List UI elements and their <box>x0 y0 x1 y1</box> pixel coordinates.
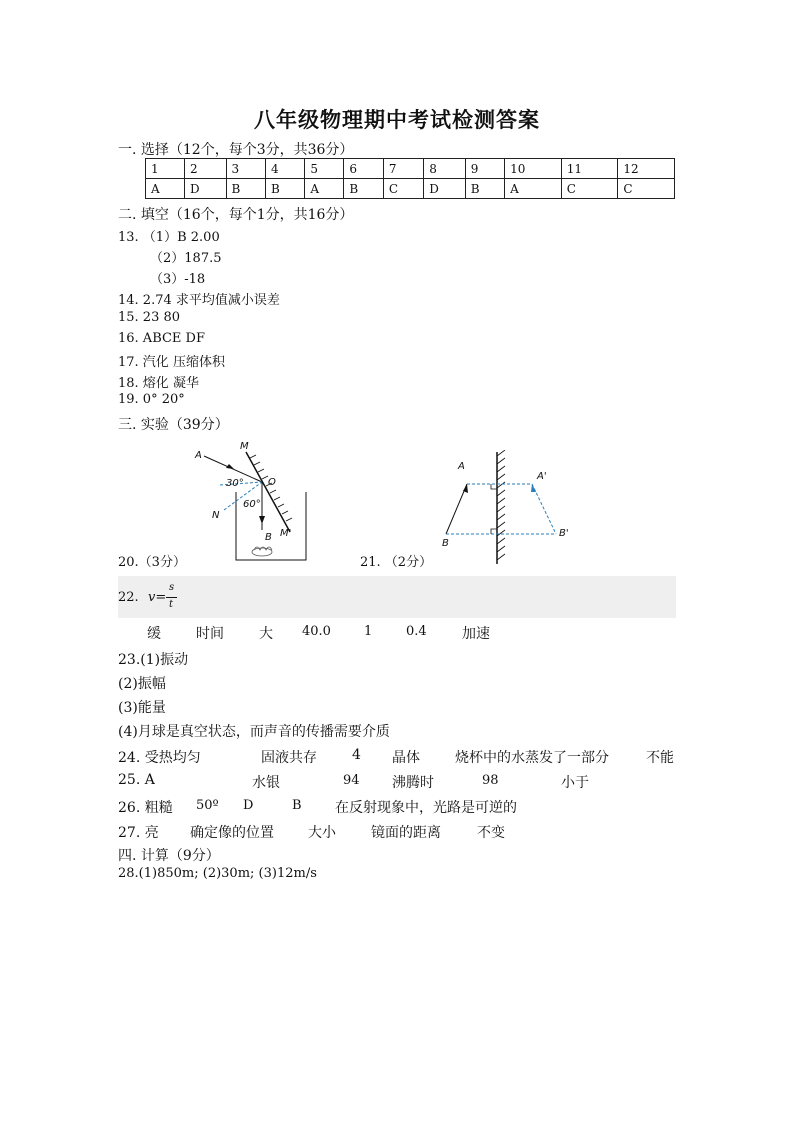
table-cell: 12 <box>618 159 675 179</box>
answer-line: 13. （1）B 2.00 <box>118 230 220 245</box>
q23-line: (4)月球是真空状态，而声音的传播需要介质 <box>118 724 390 740</box>
table-row-answers <box>146 179 675 199</box>
table-cell: A <box>305 179 344 199</box>
q25-answer: 98 <box>482 773 499 788</box>
table-cell: 5 <box>305 159 344 179</box>
q27-answer: 不变 <box>477 825 505 841</box>
figure-20-label: 30° <box>226 478 244 489</box>
section-2-heading: 二. 填空（16个，每个1分，共16分） <box>118 207 354 223</box>
figure-20-label: M <box>240 441 249 452</box>
table-cell: C <box>618 179 675 199</box>
table-cell: B <box>226 179 265 199</box>
table-cell: B <box>465 179 504 199</box>
page-title: 八年级物理期中考试检测答案 <box>254 107 540 132</box>
table-cell: 9 <box>465 159 504 179</box>
table-cell: A <box>505 179 562 199</box>
figure-20-label: M' <box>280 528 292 539</box>
table-cell: C <box>383 179 423 199</box>
q24-answer: 晶体 <box>392 750 420 766</box>
table-cell: C <box>561 179 618 199</box>
figure-20-label: O <box>268 477 276 488</box>
q24-answer: 不能 <box>646 750 674 766</box>
answer-line: （2）187.5 <box>150 251 222 266</box>
figure-21-label: B <box>442 538 449 549</box>
q26-answer: 在反射现象中，光路是可逆的 <box>335 800 517 816</box>
figure-21-diagram <box>440 450 590 570</box>
table-cell: B <box>265 179 304 199</box>
table-cell: 7 <box>383 159 423 179</box>
q22-formula-row <box>118 576 676 618</box>
figure-21-label: A <box>458 461 465 472</box>
answer-line: 17. 汽化 压缩体积 <box>118 355 225 370</box>
q22-answer: 0.4 <box>406 624 427 639</box>
table-cell: 1 <box>146 159 185 179</box>
table-cell: 11 <box>561 159 618 179</box>
q22-answer: 大 <box>259 626 273 642</box>
q25-answer: 水银 <box>252 775 280 791</box>
table-cell: 10 <box>505 159 562 179</box>
q26-answer: 26. 粗糙 <box>118 800 173 816</box>
fraction-bar <box>166 597 177 598</box>
q24-answer: 4 <box>352 747 361 763</box>
q25-answer: 25. A <box>118 772 155 788</box>
q22-formula-numerator: s <box>169 582 175 593</box>
table-row-numbers <box>146 159 675 179</box>
q25-answer: 沸腾时 <box>392 775 434 791</box>
figure-20-caption: 20.（3分） <box>118 555 186 570</box>
table-cell: 8 <box>424 159 466 179</box>
q25-answer: 94 <box>343 773 360 788</box>
figure-20-diagram <box>190 438 330 568</box>
table-cell: 3 <box>226 159 265 179</box>
q27-answer: 镜面的距离 <box>371 825 441 841</box>
table-cell: D <box>185 179 227 199</box>
answer-line: 16. ABCE DF <box>118 331 206 346</box>
figure-20-label: B <box>265 532 272 543</box>
q22-answer: 40.0 <box>302 624 331 639</box>
q26-answer: 50º <box>196 798 219 813</box>
table-cell: 2 <box>185 159 227 179</box>
answer-table <box>145 158 675 199</box>
table-cell: 4 <box>265 159 304 179</box>
answer-line: 19. 0° 20° <box>118 392 185 407</box>
section-3-heading: 三. 实验（39分） <box>118 417 229 433</box>
figure-21-caption: 21. （2分） <box>360 555 433 570</box>
q27-answer: 27. 亮 <box>118 825 159 841</box>
q22-formula-v: v= <box>148 590 167 605</box>
q24-answer: 烧杯中的水蒸发了一部分 <box>455 750 609 766</box>
figure-20-label: 60° <box>243 499 261 510</box>
q27-answer: 确定像的位置 <box>190 825 274 841</box>
answer-line: 14. 2.74 求平均值减小误差 <box>118 293 280 308</box>
q27-answer: 大小 <box>308 825 336 841</box>
q24-answer: 24. 受热均匀 <box>118 750 201 766</box>
figure-20-label: A <box>195 450 202 461</box>
q24-answer: 固液共存 <box>261 750 317 766</box>
q26-answer: B <box>292 798 302 813</box>
q22-number: 22. <box>118 590 139 605</box>
answer-line: 15. 23 80 <box>118 310 181 325</box>
q23-line: (2)振幅 <box>118 676 166 692</box>
table-cell: A <box>146 179 185 199</box>
q22-answer: 1 <box>364 624 373 639</box>
q26-answer: D <box>243 798 254 813</box>
figure-21-label: A' <box>537 471 547 482</box>
q22-answer: 时间 <box>196 626 224 642</box>
section-1-heading: 一. 选择（12个，每个3分，共36分） <box>118 142 354 158</box>
figure-21-label: B' <box>559 528 569 539</box>
table-cell: D <box>424 179 466 199</box>
figure-20-label: N <box>212 510 220 521</box>
table-cell: 6 <box>344 159 383 179</box>
q25-answer: 小于 <box>561 775 589 791</box>
answer-line: （3）-18 <box>150 272 206 287</box>
table-cell: B <box>344 179 383 199</box>
q28-line: 28.(1)850m; (2)30m; (3)12m/s <box>118 866 317 881</box>
q22-answer: 加速 <box>462 626 490 642</box>
answer-line: 18. 熔化 凝华 <box>118 376 199 391</box>
q23-line: 23.(1)振动 <box>118 652 189 668</box>
q23-line: (3)能量 <box>118 700 166 716</box>
q22-answer: 缓 <box>147 626 161 642</box>
section-4-heading: 四. 计算（9分） <box>118 848 220 864</box>
q22-formula-denominator: t <box>169 599 174 610</box>
